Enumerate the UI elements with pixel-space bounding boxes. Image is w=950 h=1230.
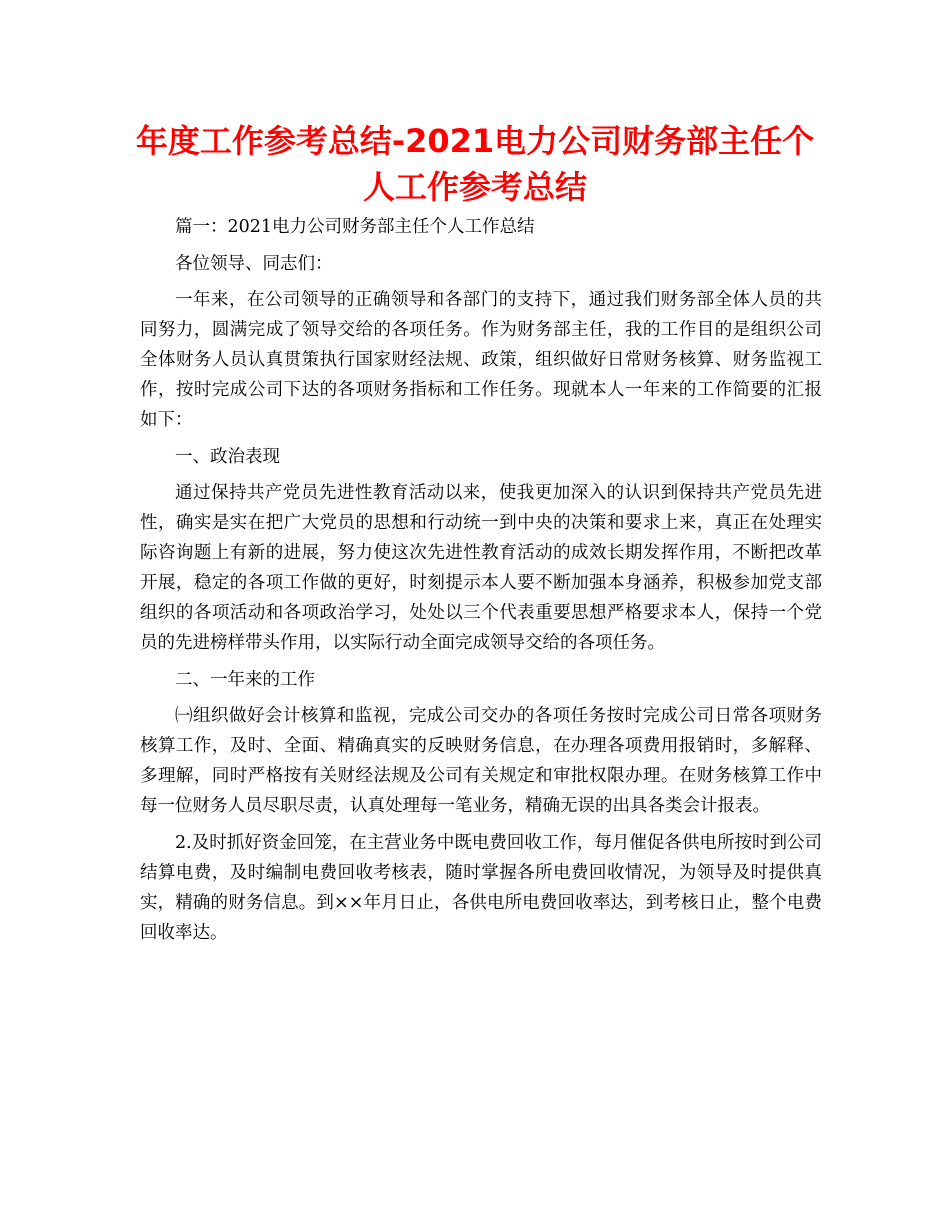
paragraph-salutation: 各位领导、同志们： — [175, 253, 333, 274]
paragraph-intro: 一年来，在公司领导的正确领导和各部门的支持下，通过我们财务部全体人员的共同努力，圆满完成了领导交给的各项任务。作为财务部主任，我的工作目的是组织公司全体财务人员认真贯策执行国家财经法规、政策，组织做好日常财务核算、财务监视工作，按时完成公司下达的各项财务指标和工作任务。现就本人一年来的工作简要的汇报如下： — [140, 290, 822, 430]
document-title: 年度工作参考总结-2021电力公司财务部主任个人工作参考总结 — [135, 122, 815, 206]
paragraph-section-heading: 篇一：2021电力公司财务部主任个人工作总结 — [175, 217, 535, 237]
paragraph-work-accounting: ㈠组织做好会计核算和监视，完成公司交办的各项任务按时完成公司日常各项财务核算工作，及时、全面、精确真实的反映财务信息，在办理各项费用报销时，多解释、多理解，同时严格按有关财经法规及公司有关规定和审批权限办理。在财务核算工作中每一位财务人员尽职尽责，认真处理每一笔业务，精确无误的出具各类会计报表。 — [140, 706, 822, 816]
paragraph-work-funds: 2.及时抓好资金回笼，在主营业务中既电费回收工作，每月催促各供电所按时到公司结算电费，及时编制电费回收考核表，随时掌握各所电费回收情况，为领导及时提供真实，精确的财务信息。到××年月日止，各供电所电费回收率达，到考核日止，整个电费回收率达。 — [140, 832, 822, 943]
paragraph-heading-work: 二、一年来的工作 — [175, 669, 315, 690]
paragraph-heading-political: 一、政治表现 — [175, 446, 280, 467]
document-body — [140, 212, 822, 954]
paragraph-political: 通过保持共产党员先进性教育活动以来，使我更加深入的认识到保持共产党员先进性，确实是实在把广大党员的思想和行动统一到中央的决策和要求上来，真正在处理实际咨询题上有新的进展，努力使这次先进性教育活动的成效长期发挥作用，不断把改革开展，稳定的各项工作做的更好，时刻提示本人要不断加强本身涵养，积极参加党支部组织的各项活动和各项政治学习，处处以三个代表重要思想严格要求本人，保持一个党员的先进榜样带头作用，以实际行动全面完成领导交给的各项任务。 — [140, 483, 822, 653]
